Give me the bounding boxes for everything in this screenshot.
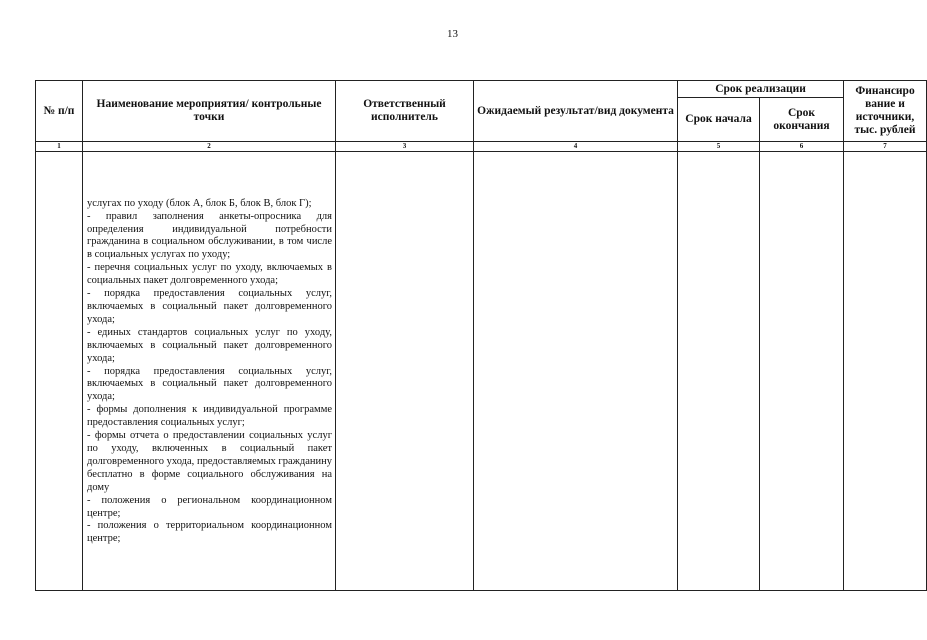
table-row [36, 152, 927, 591]
header-end-date: Срок окончания [760, 98, 844, 142]
activity-line: - положения о региональном координационном центре; [87, 494, 332, 519]
activity-line: - формы отчета о предоставлении социальных услуг по уходу, включенных в социальный пакет долговременного ухода, предоставляемых гражданину бесплатно в форме социального обслуживания на дому [87, 430, 332, 493]
column-number: 1 [36, 142, 83, 152]
plan-table [35, 80, 927, 591]
column-numbers-row [36, 142, 927, 152]
cell-start-date [678, 152, 760, 591]
cell-activity-name [83, 152, 336, 591]
header-start-date: Срок начала [678, 98, 760, 142]
cell-financing [844, 152, 927, 591]
activity-line: - порядка предоставления социальных услуг, включаемых в социальный пакет долговременного ухода; [87, 288, 332, 325]
column-number: 6 [760, 142, 844, 152]
activity-line: - порядка предоставления социальных услуг, включаемых в социальный пакет долговременного ухода; [87, 365, 332, 403]
activity-line: - единых стандартов социальных услуг по уходу, включаемых в социальный пакет долговременного ухода; [87, 326, 332, 364]
page-number: 13 [447, 28, 458, 40]
header-expected-result: Ожидаемый результат/вид документа [474, 81, 678, 142]
column-number: 4 [474, 142, 678, 152]
cell-number [36, 152, 83, 591]
header-implementation-period: Срок реализации [678, 81, 844, 98]
header-activity-name: Наименование мероприятия/ контрольные точки [83, 81, 336, 142]
activity-line: услугах по уходу (блок А, блок Б, блок В, блок Г); [87, 197, 312, 209]
cell-end-date [760, 152, 844, 591]
column-number: 7 [844, 142, 927, 152]
column-number: 2 [83, 142, 336, 152]
activity-line: - правил заполнения анкеты-опросника для определения индивидуальной потребности гражданина в социальном обслуживании, в том числе в социальных услугах по уходу; [87, 210, 332, 261]
cell-responsible [336, 152, 474, 591]
column-number: 3 [336, 142, 474, 152]
column-number: 5 [678, 142, 760, 152]
activity-text [83, 196, 335, 546]
cell-expected-result [474, 152, 678, 591]
activity-line: - формы дополнения к индивидуальной программе предоставления социальных услуг; [87, 404, 332, 429]
activity-line: - положения о территориальном координационном центре; [87, 520, 332, 545]
header-number: № п/п [36, 81, 83, 142]
activity-line: - перечня социальных услуг по уходу, включаемых в социальных пакет долговременного ухода; [87, 262, 332, 287]
header-financing: Финансиро вание и источники, тыс. рублей [844, 81, 927, 142]
header-responsible: Ответственный исполнитель [336, 81, 474, 142]
